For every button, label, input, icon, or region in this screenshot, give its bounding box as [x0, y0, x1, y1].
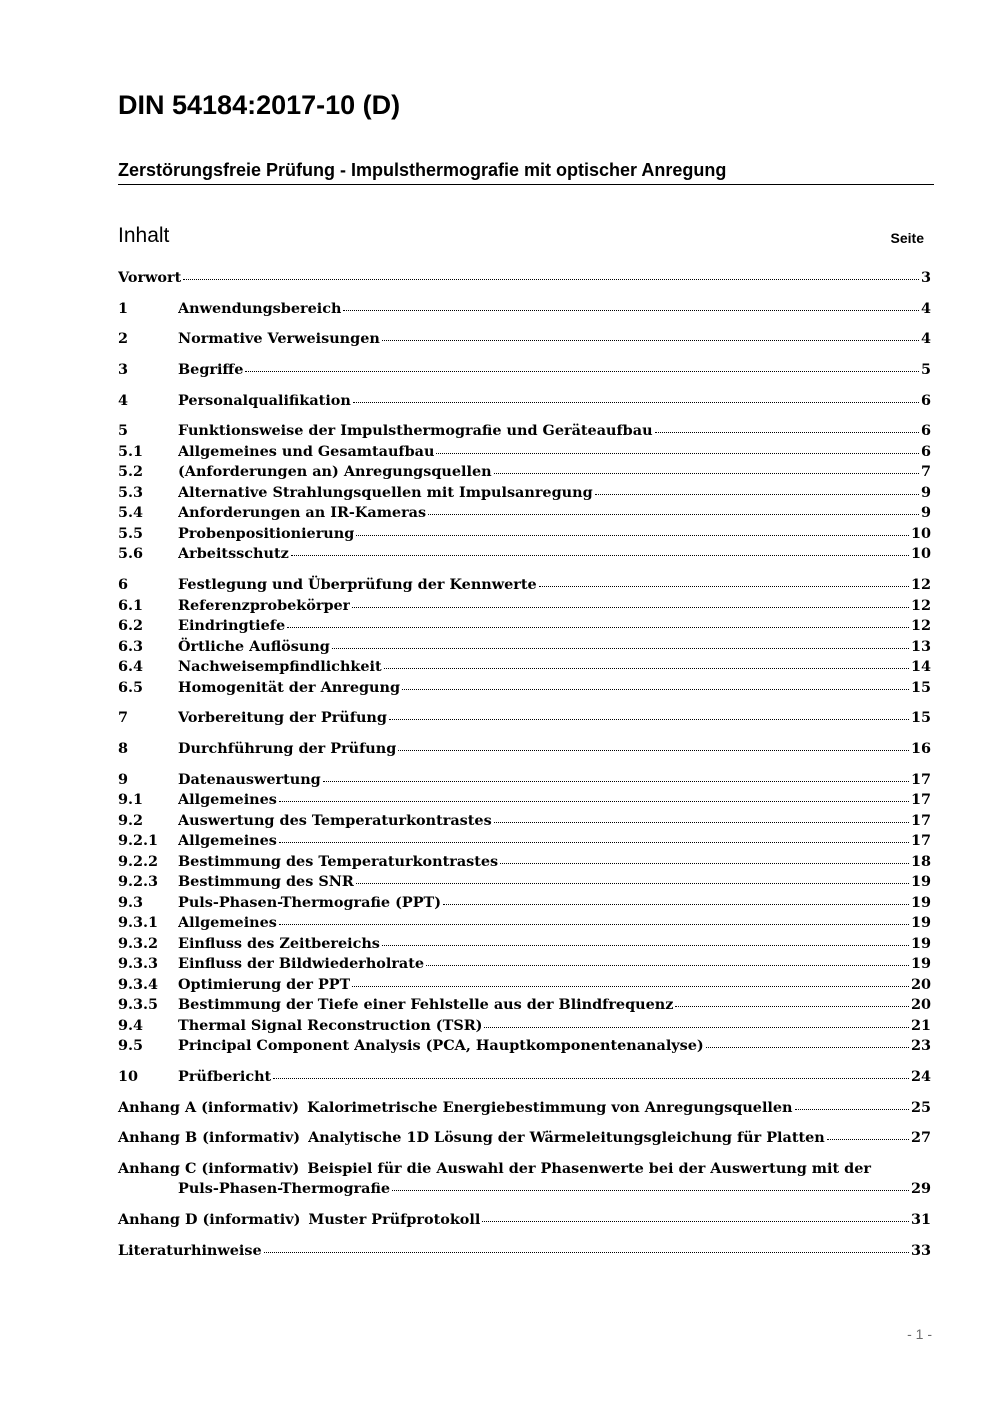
- toc-entry-title: Bestimmung des Temperaturkontrastes: [178, 852, 499, 870]
- toc-entry-page: 19: [910, 934, 931, 952]
- toc-entry-annex-d[interactable]: [118, 1210, 931, 1231]
- toc-entry[interactable]: [118, 442, 931, 463]
- toc-entry-number: 6.3: [118, 637, 144, 655]
- dot-leader: [827, 1139, 909, 1140]
- toc-entry-title: Prüfbericht: [178, 1067, 272, 1085]
- document-subtitle: Zerstörungsfreie Prüfung - Impulsthermografie mit optischer Anregung: [118, 158, 934, 185]
- toc-entry-title: Principal Component Analysis (PCA, Hauptkomponentenanalyse): [178, 1037, 704, 1055]
- toc-entry-title: Arbeitsschutz: [178, 545, 289, 563]
- toc-entry-number: 6.5: [118, 678, 144, 696]
- dot-leader: [279, 842, 909, 843]
- dot-leader: [426, 965, 909, 966]
- dot-leader: [279, 801, 909, 802]
- dot-leader: [279, 924, 909, 925]
- toc-entry-annex-a[interactable]: [118, 1098, 931, 1119]
- toc-entry-title-line1: Beispiel für die Auswahl der Phasenwerte bei der Auswertung mit der: [307, 1159, 871, 1177]
- toc-entry-number: 9.2.3: [118, 873, 159, 891]
- toc-entry-number: 9.3.4: [118, 975, 159, 993]
- dot-leader: [323, 781, 909, 782]
- toc-entry-number: 3: [118, 361, 129, 379]
- toc-entry[interactable]: [118, 934, 931, 955]
- toc-entry[interactable]: [118, 811, 931, 832]
- toc-entry-number: 9.3.1: [118, 914, 159, 932]
- toc-entry[interactable]: [118, 852, 931, 873]
- toc-entry[interactable]: [118, 975, 931, 996]
- toc-entry-number: 2: [118, 330, 129, 348]
- toc-entry-number: 6.2: [118, 617, 144, 635]
- toc-entry-page: 9: [920, 483, 931, 501]
- toc-entry-page: 17: [910, 832, 931, 850]
- toc-entry[interactable]: [118, 1067, 931, 1088]
- toc-entry-page: 17: [910, 811, 931, 829]
- toc-entry-title: Optimierung der PPT: [178, 975, 351, 993]
- dot-leader: [356, 535, 909, 536]
- toc-entry-page: 12: [910, 576, 931, 594]
- toc-entry-page: 21: [910, 1016, 931, 1034]
- table-of-contents: [118, 268, 931, 1261]
- toc-entry[interactable]: [118, 421, 931, 442]
- toc-entry-page: 19: [910, 955, 931, 973]
- dot-leader: [398, 750, 909, 751]
- toc-entry-page: 6: [920, 391, 931, 409]
- toc-entry-title: Homogenität der Anregung: [178, 678, 401, 696]
- dot-leader: [795, 1109, 909, 1110]
- toc-entry[interactable]: [118, 995, 931, 1016]
- toc-entry-page: 5: [920, 361, 931, 379]
- toc-entry[interactable]: [118, 575, 931, 596]
- toc-entry[interactable]: [118, 360, 931, 381]
- toc-entry[interactable]: [118, 708, 931, 729]
- toc-entry-title: Muster Prüfprotokoll: [308, 1211, 481, 1229]
- annex-prefix: Anhang B (informativ): [118, 1129, 301, 1147]
- dot-leader: [384, 668, 909, 669]
- toc-entry-number: 5.5: [118, 524, 144, 542]
- toc-entry[interactable]: [118, 637, 931, 658]
- dot-leader: [392, 1190, 909, 1191]
- dot-leader: [273, 1078, 909, 1079]
- toc-entry-page: 6: [920, 442, 931, 460]
- toc-entry-number: 9.2: [118, 811, 144, 829]
- toc-entry-number: 5: [118, 422, 129, 440]
- toc-entry-page: 6: [920, 422, 931, 440]
- toc-entry[interactable]: [118, 299, 931, 320]
- toc-entry-page: 10: [910, 545, 931, 563]
- toc-entry-number: 4: [118, 391, 129, 409]
- toc-entry-title: (Anforderungen an) Anregungsquellen: [178, 463, 492, 481]
- toc-entry-page: 4: [920, 299, 931, 317]
- toc-entry-title: Kalorimetrische Energiebestimmung von Anregungsquellen: [307, 1098, 793, 1116]
- toc-entry[interactable]: [118, 913, 931, 934]
- toc-entry-number: 6.4: [118, 658, 144, 676]
- toc-entry[interactable]: [118, 678, 931, 699]
- toc-entry-number: 5.1: [118, 442, 144, 460]
- toc-entry-number: 6: [118, 576, 129, 594]
- toc-entry-page: 20: [910, 975, 931, 993]
- toc-entry-page: 13: [910, 637, 931, 655]
- dot-leader: [382, 945, 909, 946]
- toc-entry-title: Allgemeines: [178, 791, 277, 809]
- dot-leader: [352, 607, 909, 608]
- toc-entry-title: Normative Verweisungen: [178, 330, 380, 348]
- dot-leader: [352, 986, 909, 987]
- dot-leader: [655, 432, 919, 433]
- toc-entries: [118, 268, 931, 1087]
- dot-leader: [382, 340, 919, 341]
- toc-entry-number: 9: [118, 770, 129, 788]
- dot-leader: [443, 904, 909, 905]
- annex-prefix: Anhang D (informativ): [118, 1211, 301, 1229]
- dot-leader: [494, 473, 919, 474]
- dot-leader: [539, 586, 909, 587]
- toc-entry-page: 14: [910, 658, 931, 676]
- toc-entry-page: 19: [910, 893, 931, 911]
- toc-entry-number: 6.1: [118, 596, 144, 614]
- toc-entry-title: Begriffe: [178, 361, 244, 379]
- toc-entry-title: Puls-Phasen-Thermografie (PPT): [178, 893, 442, 911]
- toc-entry-title: Vorwort: [118, 269, 182, 286]
- toc-entry-title-line2: Puls-Phasen-Thermografie: [178, 1180, 391, 1198]
- toc-entry-title: Einfluss des Zeitbereichs: [178, 934, 380, 952]
- toc-entry-number: 9.3.3: [118, 955, 159, 973]
- toc-entry-number: 9.3: [118, 893, 144, 911]
- toc-entry-title: Bestimmung der Tiefe einer Fehlstelle aus der Blindfrequenz: [178, 996, 674, 1014]
- toc-entry-page: 17: [910, 770, 931, 788]
- dot-leader: [428, 514, 919, 515]
- toc-entry-page: 27: [910, 1129, 931, 1147]
- dot-leader: [353, 402, 919, 403]
- toc-entry-page: 7: [920, 463, 931, 481]
- toc-entry-number: 1: [118, 299, 129, 317]
- toc-entry[interactable]: [118, 462, 931, 483]
- toc-entry-number: 5.4: [118, 504, 144, 522]
- toc-entry-title: Anforderungen an IR-Kameras: [178, 504, 427, 522]
- toc-entry-title: Allgemeines und Gesamtaufbau: [178, 442, 435, 460]
- toc-entry[interactable]: [118, 954, 931, 975]
- toc-entry-title: Personalqualifikation: [178, 391, 351, 409]
- toc-page-column-heading: Seite: [890, 230, 924, 246]
- dot-leader: [291, 555, 909, 556]
- dot-leader: [436, 453, 919, 454]
- toc-entry[interactable]: [118, 544, 931, 565]
- dot-leader: [356, 883, 909, 884]
- toc-entry-number: 5.6: [118, 545, 144, 563]
- toc-entry[interactable]: [118, 872, 931, 893]
- toc-entry-page: 15: [910, 678, 931, 696]
- dot-leader: [389, 719, 909, 720]
- dot-leader: [675, 1006, 909, 1007]
- dot-leader: [482, 1221, 909, 1222]
- toc-entry[interactable]: [118, 657, 931, 678]
- toc-entry-page: 12: [910, 596, 931, 614]
- dot-leader: [595, 494, 919, 495]
- toc-entry-page: 4: [920, 330, 931, 348]
- toc-entry-title: Allgemeines: [178, 914, 277, 932]
- toc-entry[interactable]: [118, 616, 931, 637]
- toc-entry-page: 17: [910, 791, 931, 809]
- toc-entry-title: Auswertung des Temperaturkontrastes: [178, 811, 492, 829]
- toc-entry[interactable]: [118, 1016, 931, 1037]
- toc-entry[interactable]: [118, 391, 931, 412]
- toc-entry-number: 9.1: [118, 791, 144, 809]
- toc-entry-page: 23: [910, 1037, 931, 1055]
- toc-entry-number: 7: [118, 709, 129, 727]
- toc-entry-number: 9.3.2: [118, 934, 159, 952]
- dot-leader: [402, 689, 909, 690]
- toc-entry-number: 8: [118, 740, 129, 757]
- toc-entry-title: Analytische 1D Lösung der Wärmeleitungsgleichung für Platten: [308, 1129, 825, 1147]
- toc-entry-page: 3: [920, 269, 931, 286]
- dot-leader: [332, 648, 909, 649]
- toc-entry-bibliography[interactable]: [118, 1241, 931, 1262]
- toc-entry-title: Literaturhinweise: [118, 1241, 262, 1259]
- toc-entry-number: 10: [118, 1067, 139, 1085]
- page-number: - 1 -: [907, 1326, 932, 1342]
- toc-entry-title: Durchführung der Prüfung: [178, 740, 397, 757]
- toc-entry-title: Vorbereitung der Prüfung: [178, 709, 387, 727]
- toc-entry-page: 15: [910, 709, 931, 727]
- dot-leader: [484, 1027, 908, 1028]
- toc-entry[interactable]: [118, 790, 931, 811]
- toc-entry[interactable]: [118, 739, 931, 760]
- toc-entry-page: 29: [910, 1180, 931, 1198]
- toc-entry-page: 33: [910, 1241, 931, 1259]
- toc-entry[interactable]: [118, 329, 931, 350]
- toc-entry-page: 20: [910, 996, 931, 1014]
- toc-entry-title: Eindringtiefe: [178, 617, 286, 635]
- toc-entry-number: 9.5: [118, 1037, 144, 1055]
- annex-prefix: Anhang A (informativ): [118, 1098, 300, 1116]
- toc-entry-page: 10: [910, 524, 931, 542]
- toc-entry-number: 5.2: [118, 463, 144, 481]
- dot-leader: [500, 863, 909, 864]
- toc-entry-title: Probenpositionierung: [178, 524, 355, 542]
- toc-entry-title: Festlegung und Überprüfung der Kennwerte: [178, 576, 537, 594]
- toc-entry-title: Nachweisempfindlichkeit: [178, 658, 382, 676]
- toc-entry-title: Örtliche Auflösung: [178, 637, 330, 655]
- toc-entry[interactable]: [118, 770, 931, 791]
- toc-entry[interactable]: [118, 1036, 931, 1057]
- toc-entry-page: 9: [920, 504, 931, 522]
- toc-entry-title: Referenzprobekörper: [178, 596, 351, 614]
- document-title: DIN 54184:2017-10 (D): [118, 90, 401, 120]
- toc-entry-title: Anwendungsbereich: [178, 299, 342, 317]
- toc-entry-page: 24: [910, 1067, 931, 1085]
- toc-entry-page: 18: [910, 852, 931, 870]
- toc-entry-number: 9.2.2: [118, 852, 159, 870]
- toc-entry-title: Alternative Strahlungsquellen mit Impulsanregung: [178, 483, 593, 501]
- toc-entry-page: 19: [910, 873, 931, 891]
- toc-entry[interactable]: [118, 596, 931, 617]
- dot-leader: [287, 627, 909, 628]
- dot-leader: [183, 279, 919, 280]
- dot-leader: [706, 1047, 909, 1048]
- toc-entry[interactable]: [118, 831, 931, 852]
- dot-leader: [494, 822, 909, 823]
- toc-entry-number: 9.2.1: [118, 832, 159, 850]
- dot-leader: [264, 1252, 909, 1253]
- toc-entry-title: Einfluss der Bildwiederholrate: [178, 955, 425, 973]
- toc-entry-page: 25: [910, 1098, 931, 1116]
- toc-entry-page: 31: [910, 1211, 931, 1229]
- dot-leader: [343, 310, 919, 311]
- toc-entry-number: 9.4: [118, 1016, 144, 1034]
- toc-entry-title: Funktionsweise der Impulsthermografie und Geräteaufbau: [178, 422, 653, 440]
- toc-entry[interactable]: [118, 483, 931, 504]
- toc-entry[interactable]: [118, 524, 931, 545]
- toc-entry-title: Allgemeines: [178, 832, 277, 850]
- toc-entry-page: 16: [910, 740, 931, 757]
- toc-entry[interactable]: [118, 503, 931, 524]
- toc-entry[interactable]: [118, 893, 931, 914]
- toc-entry-title: Datenauswertung: [178, 770, 321, 788]
- toc-entry-title: Bestimmung des SNR: [178, 873, 354, 891]
- toc-entry[interactable]: [118, 268, 931, 289]
- toc-entry-annex-b[interactable]: [118, 1128, 931, 1149]
- toc-heading: Inhalt: [118, 224, 170, 247]
- annex-prefix: Anhang C (informativ): [118, 1159, 300, 1177]
- toc-entry-annex-c[interactable]: [118, 1159, 931, 1200]
- toc-entry-page: 19: [910, 914, 931, 932]
- toc-entry-title: Thermal Signal Reconstruction (TSR): [178, 1016, 483, 1034]
- toc-entry-number: 9.3.5: [118, 996, 159, 1014]
- toc-entry-page: 12: [910, 617, 931, 635]
- toc-entry-number: 5.3: [118, 483, 144, 501]
- dot-leader: [245, 371, 919, 372]
